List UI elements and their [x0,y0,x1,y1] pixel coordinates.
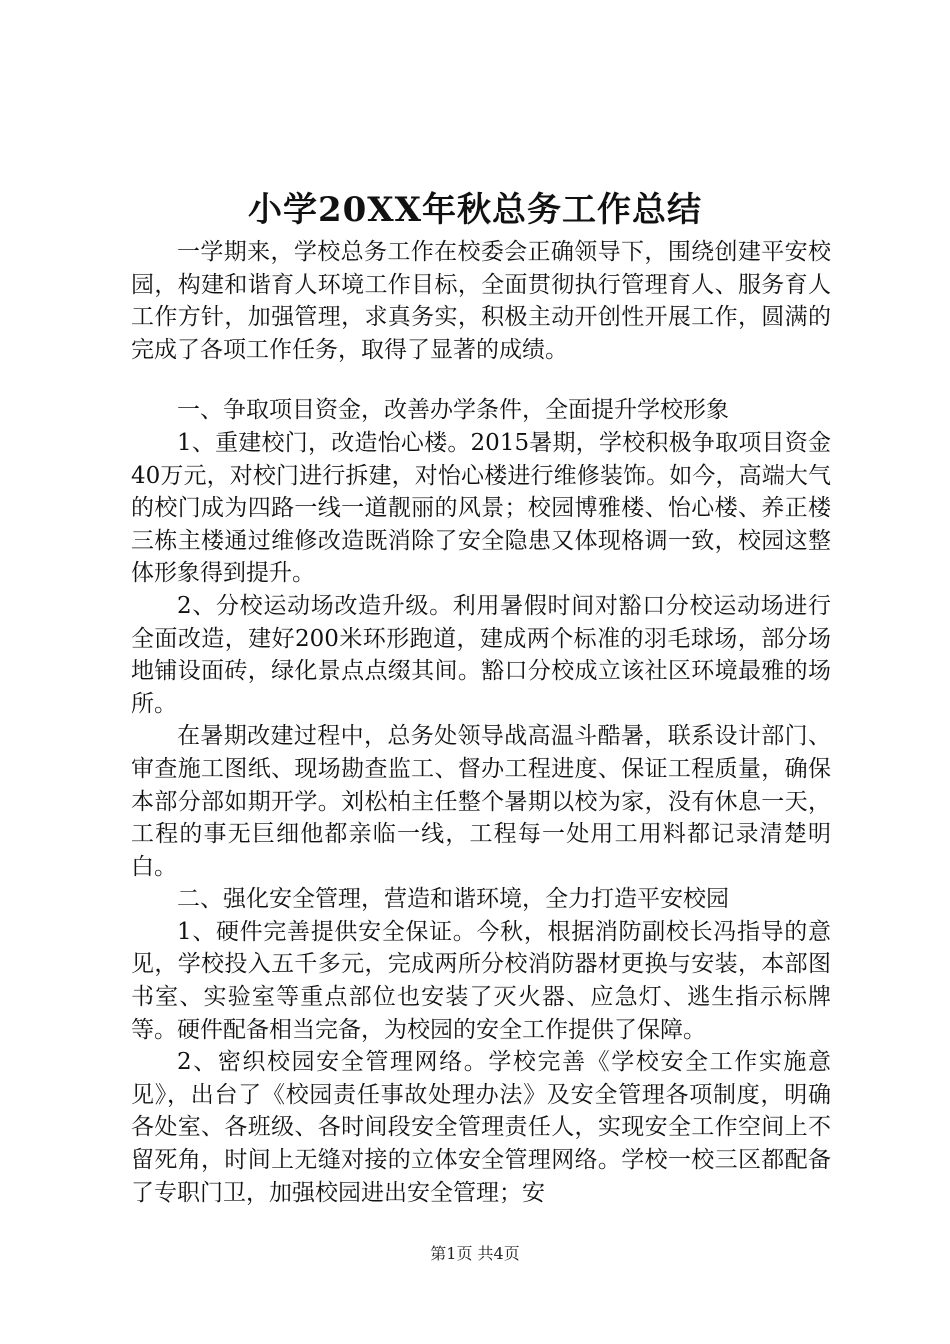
paragraph-hardware-safety: 1、硬件完善提供安全保证。今秋，根据消防副校长冯指导的意见，学校投入五千多元，完成两所分校消防器材更换与安装，本部图书室、实验室等重点部位也安装了灭火器、应急灯、逃生指示标牌等。硬件配备相当完备，为校园的安全工作提供了保障。 [131,918,831,1043]
paragraph-gate-renovation: 1、重建校门，改造怡心楼。2015暑期，学校积极争取项目资金40万元，对校门进行拆建，对怡心楼进行维修装饰。如今，高端大气的校门成为四路一线一道靓丽的风景；校园博雅楼、怡心楼、养正楼三栋主楼通过维修改造既消除了安全隐患又体现格调一致，校园这整体形象得到提升。 [131,429,831,587]
paragraph-sports-field: 2、分校运动场改造升级。利用暑假时间对豁口分校运动场进行全面改造，建好200米环形跑道，建成两个标准的羽毛球场，部分场地铺设面砖，绿化景点点缀其间。豁口分校成立该社区环境最雅的场所。 [131,592,831,717]
document-title: 小学20XX年秋总务工作总结 [247,190,703,230]
paragraph-safety-network: 2、密织校园安全管理网络。学校完善《学校安全工作实施意见》，出台了《校园责任事故处理办法》及安全管理各项制度，明确各处室、各班级、各时间段安全管理责任人，实现安全工作空间上不留死角，时间上无缝对接的立体安全管理网络。学校一校三区都配备了专职门卫，加强校园进出安全管理；安 [131,1049,831,1206]
page-number: 第1页 [430,1244,473,1263]
page-total: 共4页 [477,1244,520,1263]
section-heading-2: 二、强化安全管理，营造和谐环境，全力打造平安校园 [177,886,729,913]
paragraph-intro: 一学期来，学校总务工作在校委会正确领导下，围绕创建平安校园，构建和谐育人环境工作目标，全面贯彻执行管理育人、服务育人工作方针，加强管理，求真务实，积极主动开创性开展工作，圆满的完成了各项工作任务，取得了显著的成绩。 [131,239,831,363]
document-body [131,236,831,1209]
page-footer [0,1243,950,1265]
section-heading-1: 一、争取项目资金，改善办学条件，全面提升学校形象 [177,397,729,424]
paragraph-summer-work: 在暑期改建过程中，总务处领导战高温斗酷暑，联系设计部门、审查施工图纸、现场勘查监工、督办工程进度、保证工程质量，确保本部分部如期开学。刘松柏主任整个暑期以校为家，没有休息一天，工程的事无巨细他都亲临一线，工程每一处用工用料都记录清楚明白。 [131,723,831,880]
